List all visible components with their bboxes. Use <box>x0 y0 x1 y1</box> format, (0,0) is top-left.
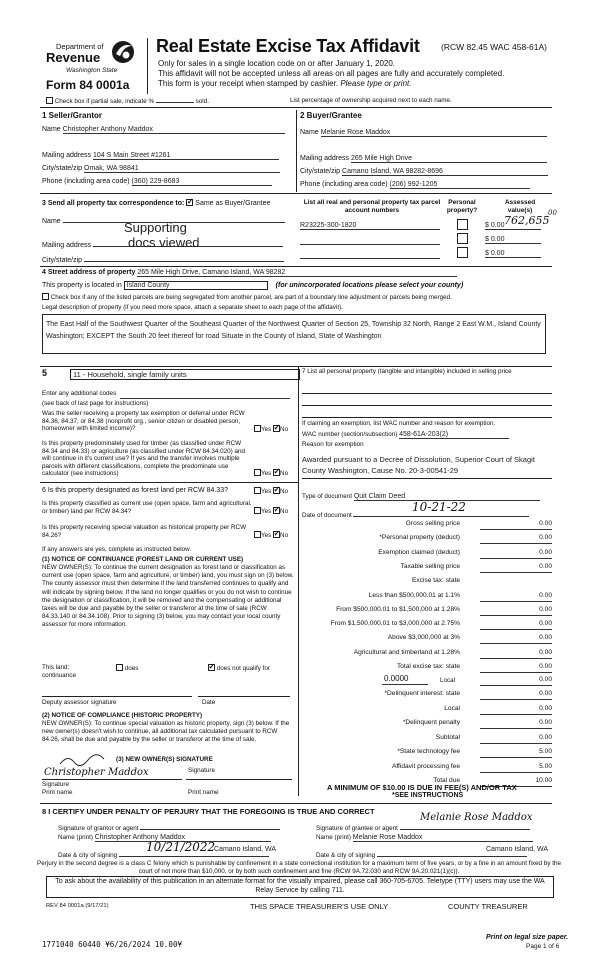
s7-heading-text: 7 List all personal property (tangible and intangible) included in selling price <box>302 368 512 375</box>
rows2-value-2[interactable]: 0.00 <box>480 719 552 729</box>
rows-label-9: Agricultural and timberland at 1.28% <box>353 648 460 656</box>
rows2-value-3[interactable]: 0.00 <box>480 734 552 744</box>
alt-format-box <box>46 876 554 898</box>
s3-name-label: Name <box>42 218 61 225</box>
buyer-phone-field[interactable]: (206) 992-1205 <box>390 181 530 189</box>
rows2-label-5: Affidavit processing fee <box>391 762 460 770</box>
form-title: Real Estate Excise Tax Affidavit <box>156 36 420 56</box>
sig3-right-line <box>186 779 292 780</box>
s6-q1-no-checkbox[interactable] <box>273 487 280 494</box>
s3-mail-label: Mailing address <box>42 242 92 249</box>
personal-property-checkbox-2[interactable] <box>457 233 468 244</box>
sig3-print-label-left: Print name <box>42 789 73 796</box>
treasurer-use: THIS SPACE TREASURER'S USE ONLY <box>250 902 389 911</box>
new-owner-print-signature: Christopher Maddox <box>44 767 149 778</box>
s5-q1: Was the seller receiving a property tax exemption or deferral under RCW 84.36, 84.37, or 84.38 (nonprofit org., senior citizen or disabled person, homeowner with limited income)? <box>42 410 245 432</box>
rows-label-10: Total excise tax: state <box>396 663 460 670</box>
s6-q3-answers <box>254 531 288 539</box>
rows-value-5[interactable]: 0.00 <box>480 592 552 602</box>
rule-7 <box>40 803 552 804</box>
rows-label-0: Gross selling price <box>405 520 460 527</box>
dept-line1: Department of <box>56 42 104 51</box>
assessor-sig-line <box>42 696 192 697</box>
s4-located-label: This property is located in <box>42 282 122 289</box>
dept-line3: Washington State <box>66 67 118 74</box>
s5-q1-no-checkbox[interactable] <box>273 425 280 432</box>
rows-value-10[interactable]: 0.00 <box>480 663 552 673</box>
local-rate: 0.0000 <box>384 674 409 683</box>
legal-desc-label: Legal description of property (if you need more space, attach a separate sheet to each page of the affidavit). <box>42 304 343 311</box>
rows2-label-4: *State technology fee <box>397 748 460 755</box>
assessor-date-label: Date <box>202 699 216 706</box>
s7-line1 <box>302 393 552 394</box>
s6-q3-yes-checkbox[interactable] <box>254 531 261 538</box>
rows-label-7: From $1,500,000.01 to $3,000,000 at 2.75% <box>330 620 460 628</box>
assessed-value-1[interactable]: $ 0.00 <box>485 222 541 230</box>
rcw-ref: (RCW 82.45 WAC 458-61A) <box>441 42 547 52</box>
s5-q2-no-label: No <box>280 470 289 477</box>
s7-line2 <box>302 405 552 406</box>
s6-q2-yes-checkbox[interactable] <box>254 507 261 514</box>
s6-q2-yes-label: Yes <box>261 508 272 515</box>
rows-label-1: *Personal property (deduct) <box>379 534 460 542</box>
rows2-label-6: Total due <box>433 777 460 784</box>
unincorporated-note: (for unincorporated locations please select your county) <box>275 282 464 289</box>
rows-label-8: Above $3,000,000 at 3% <box>387 634 460 642</box>
buyer-heading: 2 Buyer/Grantee <box>300 111 362 120</box>
county-select[interactable]: Island County <box>124 281 268 290</box>
grantee-signature-handwritten: Melanie Rose Maddox <box>420 812 533 823</box>
rows2-value-5[interactable]: 5.00 <box>480 763 552 773</box>
rows2-label-1: Local <box>444 704 460 712</box>
s6-q3-no-label: No <box>280 532 289 539</box>
col-divider-12 <box>296 110 297 192</box>
perjury-note: Perjury in the second degree is a class C felony which is punishable by confinement in a state correctional institution for a maximum term of five years, or by a fine in an amount fixed by the court of not more than $10,000, or by both such confinement and fine (RCW 9A.72.030 and RCW 9A.20.021(1)(c)). <box>37 860 561 875</box>
rows-label-4: Excise tax: state <box>411 577 460 585</box>
seller-phone-row <box>42 178 272 186</box>
assessor-date-line <box>198 696 290 697</box>
grantee-date-label: Date & city of signing <box>316 852 376 859</box>
seller-mail-label: Mailing address <box>42 152 92 159</box>
rows2-value-0[interactable]: 0.00 <box>480 690 552 700</box>
local-rate-line <box>382 684 428 685</box>
buyer-mail-field[interactable]: 265 Mile High Drive <box>351 155 547 163</box>
seller-phone-label: Phone (including area code) <box>42 178 130 185</box>
continuance-label: continuance <box>42 672 76 679</box>
s6-q2-no-label: No <box>280 508 289 515</box>
s6-q3-no-checkbox[interactable] <box>273 531 280 538</box>
does-option <box>116 664 138 672</box>
local-label: Local <box>440 677 456 684</box>
sig3-sig-label-right: Signature <box>188 767 215 774</box>
rule-3 <box>40 266 552 267</box>
buyer-name-row <box>300 129 547 137</box>
property-street-field[interactable]: 265 Mile High Drive, Camano Island, WA 98282 <box>137 269 457 277</box>
s3-city-row <box>42 257 284 264</box>
buyer-phone-label: Phone (including area code) <box>300 181 388 188</box>
s5-additional-label: Enter any additional codes <box>42 390 117 397</box>
s6-q1-no-label: No <box>280 488 289 495</box>
rows-value-0[interactable]: 0.00 <box>480 520 552 530</box>
rev-label: REV 84 0001a (9/17/21) <box>46 903 109 909</box>
page-number: Page 1 of 6 <box>526 943 560 950</box>
personal-property-checkbox-3[interactable] <box>457 247 468 258</box>
use-code-select[interactable]: 11 - Household, single family units <box>70 369 300 380</box>
s6-q1: 6 Is this property designated as forest land per RCW 84.33? <box>42 487 228 494</box>
dept-line2: Revenue <box>46 50 101 65</box>
buyer-name-field[interactable]: Melanie Rose Maddox <box>321 129 547 137</box>
header-note3-b: Please type or print. <box>340 79 412 88</box>
rows-value-3[interactable]: 0.00 <box>480 563 552 573</box>
wac-row <box>302 431 509 439</box>
grantor-sig-label: Signature of grantor or agent <box>58 825 139 832</box>
s6-q1-answers <box>254 487 288 495</box>
rows2-label-3: Subtotal <box>435 733 460 741</box>
s6-q3-yes-label: Yes <box>261 532 272 539</box>
assessed-value-3[interactable]: $ 0.00 <box>485 250 541 258</box>
reason-label: Reason for exemption <box>302 441 364 448</box>
grantor-city-field[interactable]: Camano Island, WA <box>214 846 276 853</box>
buyer-mail-label: Mailing address <box>300 155 350 162</box>
segregated-checkbox[interactable] <box>42 293 49 300</box>
doc-date-handwritten: 10-21-22 <box>412 500 466 514</box>
rows2-value-6[interactable]: 10.00 <box>480 777 552 787</box>
s6-q2: Is this property classified as current use (open space, farm and agricultural, or timber) land per RCW 84.34? <box>42 500 252 515</box>
grantee-name-row <box>316 834 533 842</box>
grantee-name-label: Name (print) <box>316 834 351 841</box>
s6-q2-answers <box>254 507 288 515</box>
notice1-title: (1) NOTICE OF CONTINUANCE (FOREST LAND OR CURRENT USE) <box>42 556 244 563</box>
assessed-value-2[interactable]: $ 0.00 <box>485 236 541 244</box>
grantee-city-field[interactable]: Camano Island, WA <box>486 846 548 853</box>
s3-city-label: City/state/zip <box>42 257 83 264</box>
s6-q3: Is this property receiving special valuation as historical property per RCW 84.26? <box>42 524 247 539</box>
rule-4 <box>40 366 552 367</box>
partial-sale-checkbox[interactable] <box>46 97 53 104</box>
buyer-city-row <box>300 168 548 176</box>
parcel-number-1[interactable]: R23225-300-1820 <box>300 222 440 230</box>
s6-if-yes: If any answers are yes, complete as instructed below. <box>42 546 192 553</box>
parcel-number-3[interactable] <box>300 250 440 259</box>
reason-line <box>302 478 552 479</box>
s4-county-row <box>42 281 463 290</box>
s7-line3 <box>302 417 552 418</box>
partial-sold-label: sold. <box>195 98 209 105</box>
stamp-line1: Supporting <box>124 220 187 235</box>
assessed-handwritten-cents: 00 <box>548 209 557 217</box>
rule-top <box>40 107 552 108</box>
s4-street-row <box>42 269 457 277</box>
partial-percent-field[interactable] <box>156 102 194 103</box>
grantor-date-handwritten: 10/21/2022 <box>146 840 216 854</box>
new-owner-signature[interactable] <box>58 754 118 766</box>
s6-q1-yes-label: Yes <box>261 488 272 495</box>
grantee-name-field[interactable]: Melanie Rose Maddox <box>353 834 533 842</box>
s5-q2: Is this property predominately used for timber (as classified under RCW 84.34 and 84.33) or agriculture (as classified under RCW 84.34.020) and will continue in it's current use? If yes and the transfer involves multiple parcels with different classifications, complete the predominate use calculator (see instructions) <box>42 440 246 477</box>
grantor-date-label: Date & city of signing <box>58 852 118 859</box>
local-value[interactable]: 0.00 <box>480 676 552 686</box>
header-note1: Only for sales in a single location code on or after January 1, 2020. <box>158 59 396 68</box>
rule-12 <box>40 193 552 194</box>
does-not-qualify-checkbox[interactable] <box>208 664 215 671</box>
header-note3 <box>158 79 411 88</box>
doc-date-label: Date of document <box>302 512 352 519</box>
buyer-city-field[interactable]: Camano Island, WA 98282-8696 <box>342 168 548 176</box>
rows-value-1[interactable]: 0.00 <box>480 534 552 544</box>
s6-q1-yes-checkbox[interactable] <box>254 487 261 494</box>
s5-q1-yes-checkbox[interactable] <box>254 425 261 432</box>
personal-property-checkbox-1[interactable] <box>457 219 468 230</box>
s7-heading <box>302 368 552 376</box>
legal-description-field[interactable]: The East Half of the Southwest Quarter of the Southeast Quarter of the Northwest Quarter of Section 25, Township 32 North, Range 2 East W.M., Island County Washington; EXCEPT the South 20 feet thereof for road Situate in the County of Island, State of Washington <box>42 314 546 354</box>
seller-name-label: Name <box>42 126 61 133</box>
sig3-left-line <box>42 779 182 780</box>
s5-q1-yes-label: Yes <box>261 426 272 433</box>
parcels-col2-header: Personal property? <box>446 199 478 214</box>
grantor-name-label: Name (print) <box>58 834 93 841</box>
header-divider <box>147 38 148 94</box>
wac-number-field[interactable]: 458-61A-203(2) <box>399 431 509 439</box>
same-as-buyer-checkbox[interactable] <box>186 199 193 206</box>
s3-city-field[interactable] <box>84 261 284 262</box>
rows-label-5: Less than $500,000.01 at 1.1% <box>368 591 460 599</box>
owner-scribble-icon <box>58 754 118 766</box>
buyer-city-label: City/state/zip <box>300 168 341 175</box>
sig3-sig-label-left: Signature <box>42 781 69 788</box>
same-as-buyer-label: Same as Buyer/Grantee <box>195 200 271 207</box>
seller-name-field[interactable]: Christopher Anthony Maddox <box>63 126 285 134</box>
sig3-title: (3) NEW OWNER(S) SIGNATURE <box>116 756 213 763</box>
s5-q1-answers <box>254 425 288 433</box>
s5-q2-yes-checkbox[interactable] <box>254 469 261 476</box>
col-divider-56 <box>298 366 299 796</box>
section3-heading: 3 Send all property tax correspondence to: <box>42 200 185 207</box>
segregated-label: Check box if any of the listed parcels are being segregated from another parcel, are part of a boundary line adjustment or parcels being merged. <box>50 294 452 301</box>
grantor-signature-field[interactable] <box>140 821 280 830</box>
grantor-name-field[interactable]: Christopher Anthony Maddox <box>95 834 271 842</box>
doc-type-label: Type of document <box>302 493 353 500</box>
seller-mail-field[interactable]: 104 S Main Street #1261 <box>93 152 279 160</box>
rows-value-9[interactable]: 0.00 <box>480 649 552 659</box>
partial-sale-label: Check box if partial sale, indicate % <box>54 98 155 105</box>
assessed-handwritten-value: 762,655 <box>504 214 550 227</box>
seller-city-label: City/state/zip <box>42 165 83 172</box>
reason-field[interactable]: Awarded pursuant to a Decree of Dissolution, Superior Court of Skagit County Washington, Cause No. 20-3-00541-29 <box>302 455 535 475</box>
does-qualify-checkbox[interactable] <box>116 664 123 671</box>
notice1-body: NEW OWNER(S): To continue the current designation as forest land or classification as current use (open space, farm and agriculture, or timber) land, you must sign on (3) below. The county assessor must then determine if the land transferred continues to qualify and will indicate by signing below. If the land no longer qualifies or you do not wish to continue the designation or classification, it will be removed and the compensating or additional taxes will be due and payable by the seller or transferor at the time of sale (RCW 84.33.140 or 84.34.108). Prior to signing (3) below, you may contact your local county assessor for more information. <box>42 564 294 629</box>
supporting-docs-stamp <box>124 220 200 250</box>
recorder-stamp: 1771040 60440 ¥6/26/2024 10.00¥ <box>42 940 182 949</box>
minimum-due: A MINIMUM OF $10.00 IS DUE IN FEE(S) AND/OR TAX <box>327 783 517 792</box>
rows2-value-1[interactable]: 0.00 <box>480 705 552 715</box>
grantor-sig-row <box>58 821 280 832</box>
seller-mail-row <box>42 152 279 160</box>
parcels-col1-header: List all real and personal property tax parcel account numbers <box>303 199 441 214</box>
header-note2: This affidavit will not be accepted unless all areas on all pages are fully and accurately completed. <box>158 69 505 78</box>
this-land-label: This land: <box>42 664 70 671</box>
parcels-col3-header: Assessed value(s) <box>504 199 536 214</box>
notice2-title: (2) NOTICE OF COMPLIANCE (HISTORIC PROPERTY) <box>42 712 203 719</box>
partial-sale-row <box>46 97 209 105</box>
header-note3-a: This form is your receipt when stamped by cashier. <box>158 79 339 88</box>
notice2-body: NEW OWNER(S): To continue special valuation as historic property, sign (3) below. If the new owner(s) doesn't wish to continue, all additional tax calculated pursuant to RCW 84.26, shall be due and payable by the seller or transferor at the time of sale. <box>42 720 290 744</box>
doc-type-field[interactable]: Quit Claim Deed <box>354 493 540 501</box>
additional-codes-field[interactable] <box>120 397 290 399</box>
seller-phone-field[interactable]: (360) 229-8683 <box>132 178 272 186</box>
does-not-option <box>208 664 270 672</box>
seller-city-row <box>42 165 280 173</box>
grantee-sig-label: Signature of grantee or agent <box>316 825 398 832</box>
rows-value-7[interactable]: 0.00 <box>480 620 552 630</box>
s5-q2-answers <box>254 469 288 477</box>
s8-heading: 8 I CERTIFY UNDER PENALTY OF PERJURY THAT THE FOREGOING IS TRUE AND CORRECT <box>42 807 375 816</box>
rows2-label-0: *Delinquent interest: state <box>384 690 460 697</box>
dor-swoosh-icon <box>110 38 136 66</box>
assessor-sig-label: Deputy assessor signature <box>42 699 117 706</box>
buyer-name-label: Name <box>300 129 319 136</box>
rows-label-6: From $500,000.01 to $1,500,000 at 1.28% <box>336 605 460 613</box>
stamp-line2: docs viewed <box>128 235 200 250</box>
does-not-label: does not qualify for <box>216 665 270 672</box>
s4-street-label: 4 Street address of property <box>42 269 136 276</box>
s5-q2-no-checkbox[interactable] <box>273 469 280 476</box>
rows2-label-2: *Delinquent penalty <box>402 719 460 726</box>
alt-format-note: To ask about the availability of this publication in an alternate format for the visually impaired, please call 360-705-6705. Teletype (TTY) users may use the WA Relay Service by calling 711. <box>55 878 545 894</box>
section3-heading-row <box>42 199 270 207</box>
does-label: does <box>124 665 139 672</box>
rows-value-8[interactable]: 0.00 <box>480 634 552 644</box>
rows-value-2[interactable]: 0.00 <box>480 549 552 559</box>
rows-label-3: Taxable selling price <box>400 562 460 570</box>
rows2-value-4[interactable]: 5.00 <box>480 748 552 758</box>
s5-q1-no-label: No <box>280 426 289 433</box>
seller-heading: 1 Seller/Grantor <box>42 111 103 120</box>
segregated-row <box>42 293 452 301</box>
county-treasurer: COUNTY TREASURER <box>448 902 528 911</box>
buyer-phone-row <box>300 181 530 189</box>
s5-q2-yes-label: Yes <box>261 470 272 477</box>
s5-num: 5 <box>42 368 48 378</box>
wac-label: WAC number (section/subsection) <box>302 431 398 438</box>
legal-paper-note: Print on legal size paper. <box>486 934 569 941</box>
ownership-note: List percentage of ownership acquired next to each name. <box>290 97 452 104</box>
claiming-label: If claiming an exemption, list WAC number and reason for exemption. <box>302 420 496 427</box>
s6-q2-no-checkbox[interactable] <box>273 507 280 514</box>
rows-value-6[interactable]: 0.00 <box>480 606 552 616</box>
seller-name-row <box>42 126 292 134</box>
buyer-mail-row <box>300 155 547 163</box>
form-number: Form 84 0001a <box>46 78 130 92</box>
rule-5 <box>40 482 298 483</box>
rows-label-2: Exemption claimed (deduct) <box>378 548 460 556</box>
parcel-number-2[interactable] <box>300 236 440 245</box>
s5-see-back: (see back of last page for instructions) <box>42 400 149 407</box>
sig3-print-label-right: Print name <box>188 789 219 796</box>
see-instructions: *SEE INSTRUCTIONS <box>392 792 464 799</box>
seller-city-field[interactable]: Omak, WA 98841 <box>84 165 280 173</box>
